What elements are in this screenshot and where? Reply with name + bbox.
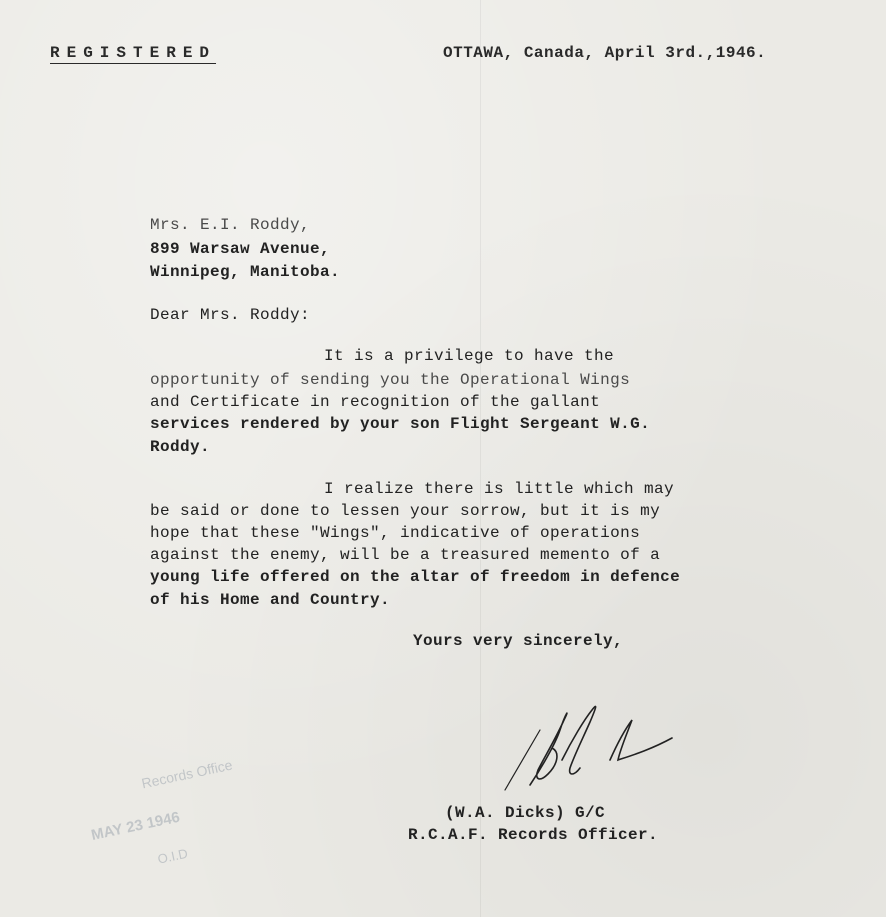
closing: Yours very sincerely, — [413, 632, 624, 650]
stamp-line-1: Records Office — [140, 756, 234, 792]
registered-mark: REGISTERED — [50, 44, 217, 62]
stamp-line-2: MAY 23 1946 — [89, 808, 182, 844]
paper-fold-line — [480, 0, 481, 917]
paragraph-1-line-3: and Certificate in recognition of the gallant — [150, 393, 601, 411]
paragraph-2-line-4: against the enemy, will be a treasured memento of a — [150, 546, 661, 564]
paragraph-2-line-5: young life offered on the altar of freedom in defence — [150, 568, 681, 586]
handwritten-signature — [500, 690, 700, 800]
address-line-1: Mrs. E.I. Roddy, — [150, 216, 311, 234]
signatory-name: (W.A. Dicks) G/C — [445, 804, 606, 822]
faded-received-stamp — [81, 734, 358, 896]
paragraph-2-line-2: be said or done to lessen your sorrow, but it is my — [150, 502, 661, 520]
paragraph-1-line-2: opportunity of sending you the Operational Wings — [150, 371, 631, 389]
paragraph-2-line-6: of his Home and Country. — [150, 591, 391, 609]
paragraph-2-line-3: hope that these "Wings", indicative of operations — [150, 524, 641, 542]
paragraph-1-line-4: services rendered by your son Flight Sergeant W.G. — [150, 415, 651, 433]
stamp-line-3: O.I.D — [156, 845, 190, 867]
address-line-3: Winnipeg, Manitoba. — [150, 263, 341, 281]
salutation: Dear Mrs. Roddy: — [150, 306, 311, 324]
signatory-title: R.C.A.F. Records Officer. — [408, 826, 659, 844]
paragraph-1-line-5: Roddy. — [150, 438, 211, 456]
paragraph-1-line-1: It is a privilege to have the — [324, 347, 615, 365]
address-line-2: 899 Warsaw Avenue, — [150, 240, 331, 258]
dateline: OTTAWA, Canada, April 3rd.,1946. — [443, 44, 767, 62]
paragraph-2-line-1: I realize there is little which may — [324, 480, 675, 498]
